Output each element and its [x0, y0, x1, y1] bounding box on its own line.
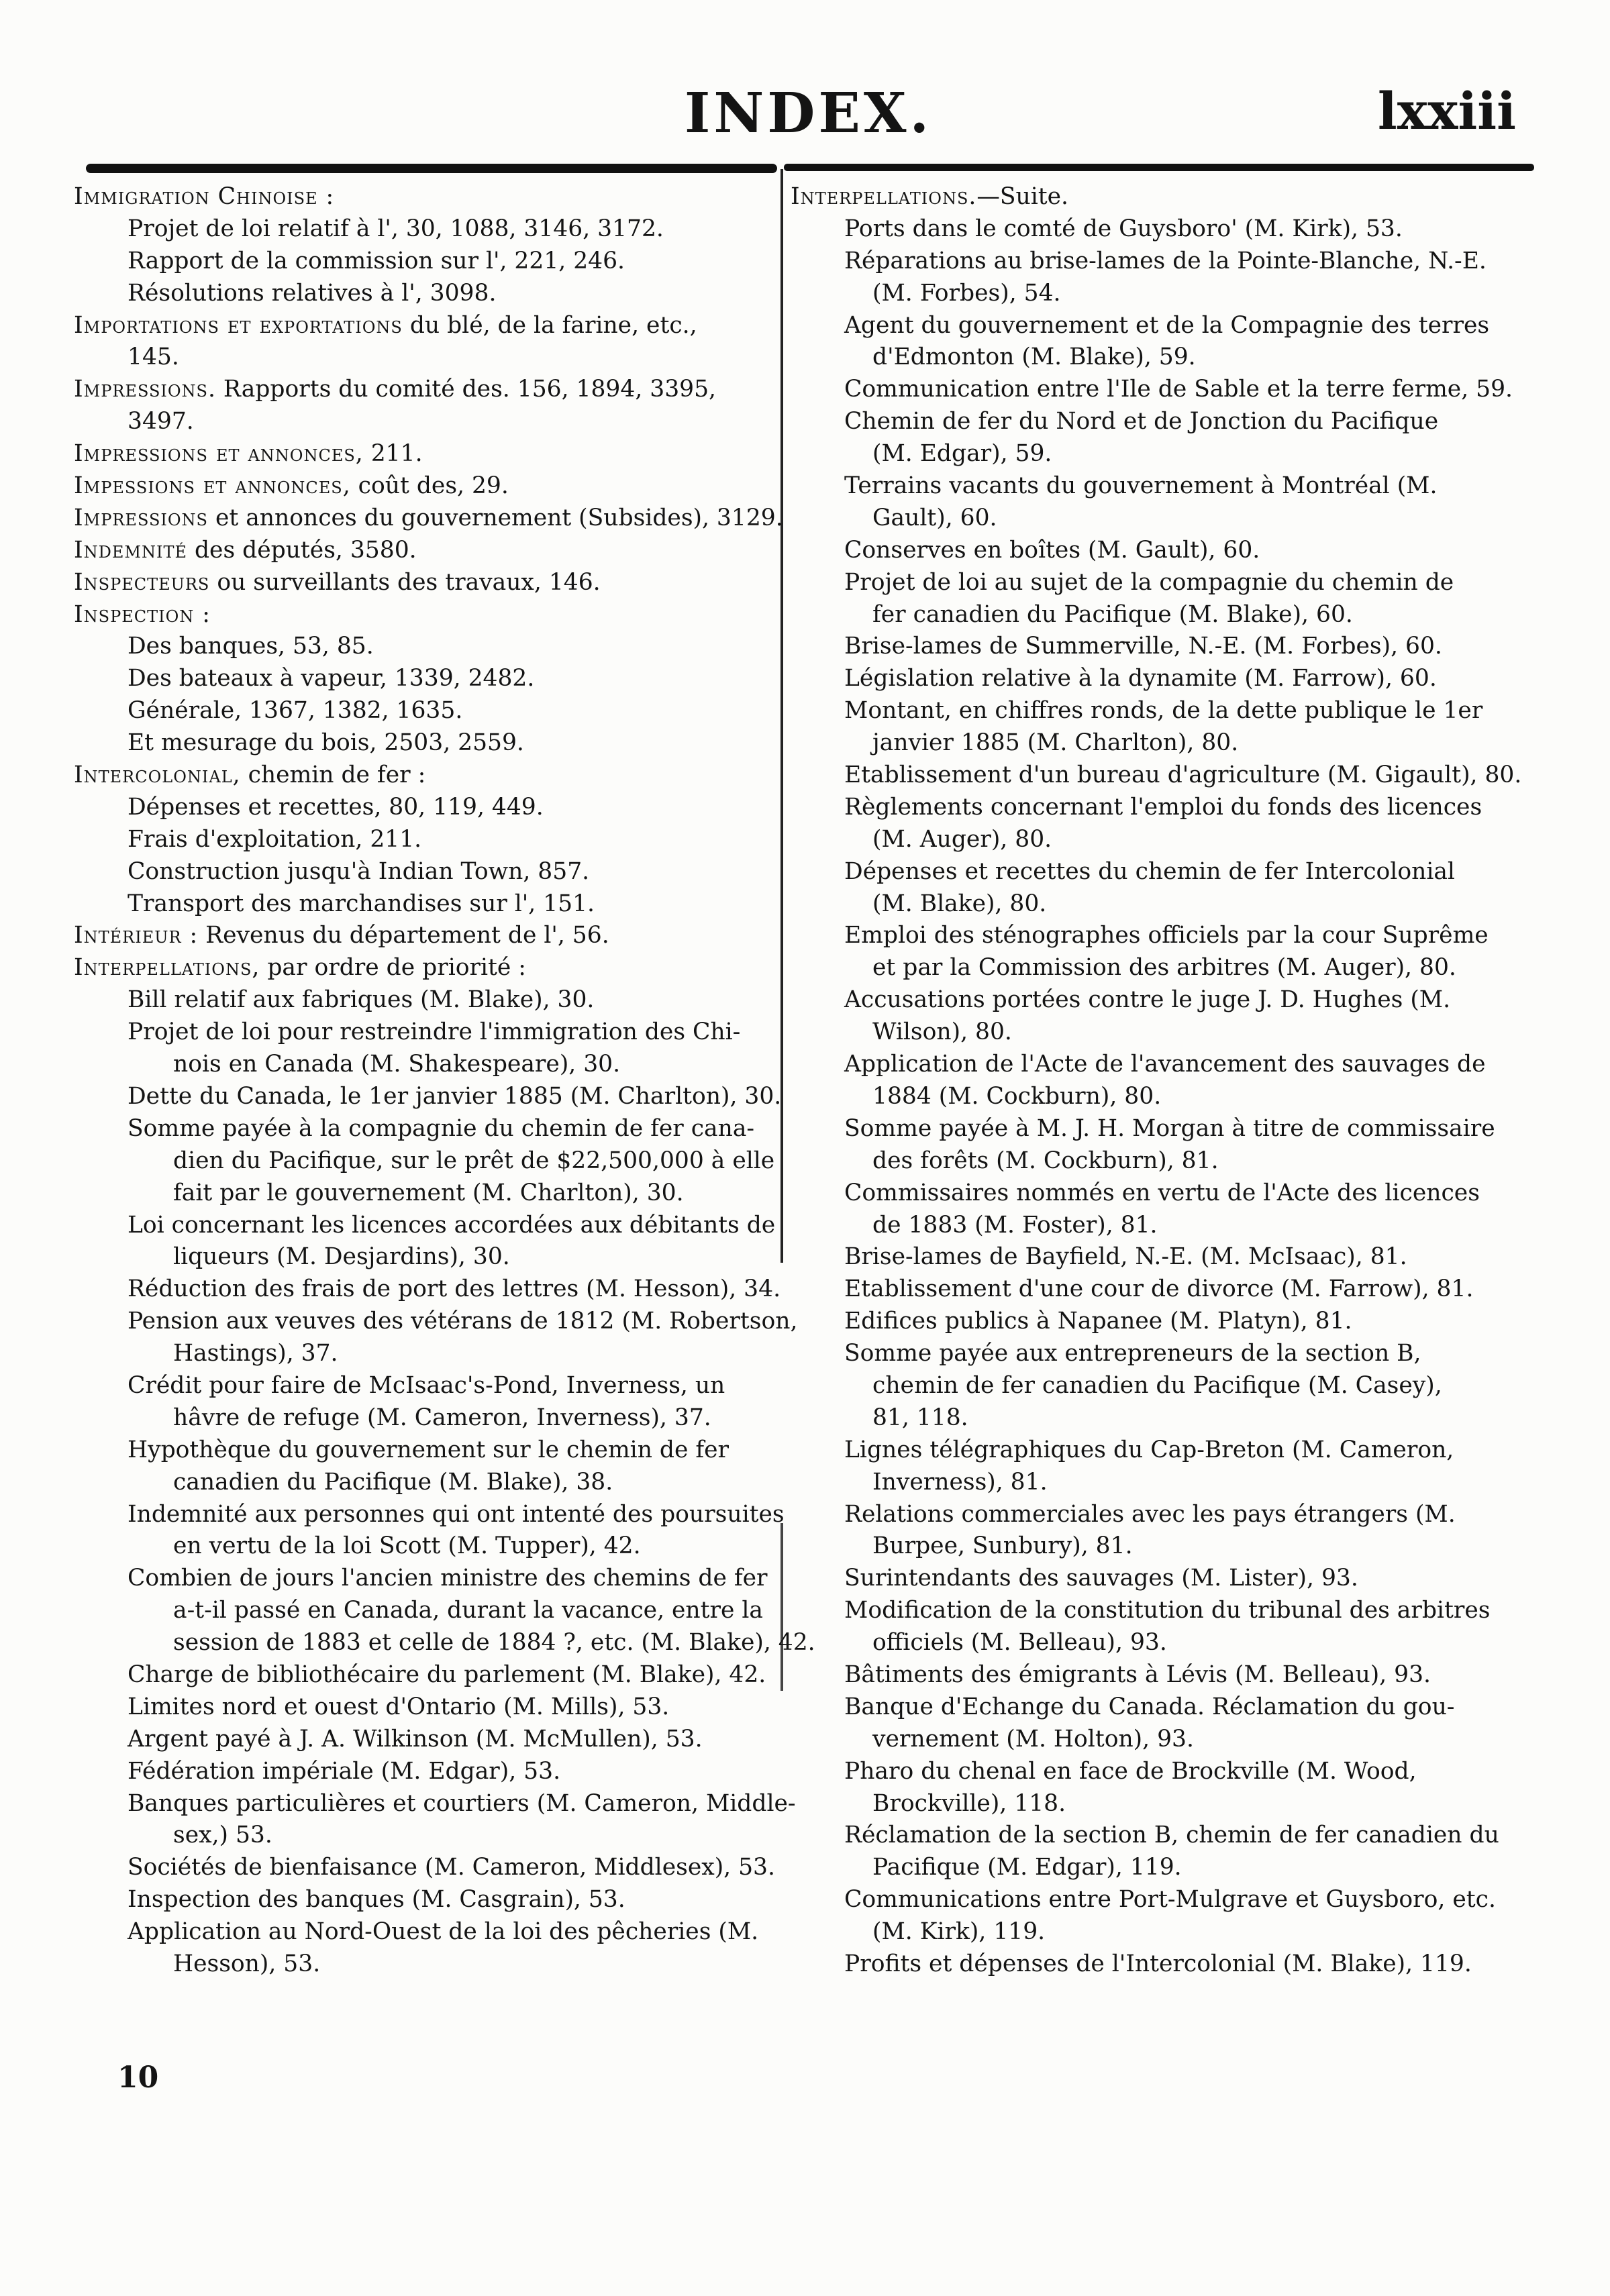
entry-text: Charge de bibliothécaire du parlement (M. Blake), 42.: [128, 1661, 766, 1688]
entry-text: nois en Canada (M. Shakespeare), 30.: [173, 1051, 621, 1078]
entry-text: Législation relative à la dynamite (M. Farrow), 60.: [844, 665, 1437, 692]
entry-text: du blé, de la farine, etc.,: [402, 311, 697, 339]
entry-text: Projet de loi au sujet de la compagnie du chemin de: [844, 568, 1454, 596]
index-entry-line: [791, 1756, 1506, 1788]
index-entry-line: [791, 1370, 1506, 1402]
entry-text: Revenus du département de l', 56.: [198, 922, 609, 949]
entry-text: chemin de fer canadien du Pacifique (M. Casey),: [872, 1371, 1442, 1399]
entry-text: Pharo du chenal en face de Brockville (M. Wood,: [844, 1757, 1417, 1785]
entry-text: Construction jusqu'à Indian Town, 857.: [128, 857, 590, 885]
index-entry-line: [74, 984, 772, 1016]
entry-text: 145.: [128, 344, 179, 371]
entry-text: Loi concernant les licences accordées aux débitants de: [128, 1211, 776, 1239]
index-entry-line: [74, 1659, 772, 1691]
header-rule-right: [784, 164, 1534, 171]
index-entry-line: [74, 374, 772, 406]
index-entry-line: [74, 1210, 776, 1242]
index-entry-line: [791, 663, 1506, 695]
entry-text: Dette du Canada, le 1er janvier 1885 (M. Charlton), 30.: [128, 1082, 782, 1110]
index-entry-line: [74, 920, 772, 952]
entry-text: Somme payée aux entrepreneurs de la section B,: [844, 1340, 1421, 1367]
index-entry-line: [74, 1178, 772, 1210]
entry-text: (M. Kirk), 119.: [872, 1918, 1046, 1946]
entry-text: Des banques, 53, 85.: [128, 633, 374, 660]
entry-text: Fédération impériale (M. Edgar), 53.: [128, 1757, 561, 1785]
index-entry-line: [74, 1402, 772, 1434]
entry-text: Combien de jours l'ancien ministre des chemins de fer: [128, 1565, 768, 1592]
index-entry-line: [791, 1724, 1506, 1756]
entry-text: janvier 1885 (M. Charlton), 80.: [872, 729, 1239, 757]
index-entry-line: [74, 438, 772, 470]
index-entry-line: [74, 824, 772, 856]
entry-text: Burpee, Sunbury), 81.: [872, 1532, 1133, 1560]
entry-text: et annonces du gouvernement (Subsides), 3129.: [208, 504, 783, 531]
entry-heading: Intérieur :: [74, 922, 199, 949]
header-rule-left: [86, 164, 777, 173]
entry-text: Emploi des sténographes officiels par la cour Suprême: [844, 922, 1489, 949]
index-entry-line: [74, 1016, 772, 1049]
index-entry-line: [74, 1948, 772, 1981]
index-entry-line: [791, 1948, 1506, 1981]
entry-text: Brise-lames de Summerville, N.-E. (M. Forbes), 60.: [844, 633, 1442, 660]
index-entry-line: [791, 1595, 1506, 1627]
entry-text: (M. Blake), 80.: [872, 890, 1047, 917]
entry-heading: Impressions: [74, 504, 208, 531]
entry-text: d'Edmonton (M. Blake), 59.: [872, 344, 1196, 371]
entry-text: Des bateaux à vapeur, 1339, 2482.: [128, 665, 535, 692]
entry-text: —Suite.: [976, 183, 1069, 210]
index-entry-line: [791, 888, 1506, 921]
index-entry-line: [74, 1467, 772, 1499]
entry-text: Crédit pour faire de McIsaac's-Pond, Inverness, un: [128, 1371, 725, 1399]
entry-text: Etablissement d'un bureau d'agriculture (M. Gigault), 80.: [844, 762, 1522, 789]
index-entry-line: [791, 1081, 1506, 1113]
index-entry-line: [791, 567, 1506, 599]
index-entry-line: [74, 1370, 772, 1402]
index-entry-line: [791, 1145, 1506, 1178]
index-entry-line: [791, 1659, 1506, 1691]
index-entry-line: [791, 1113, 1506, 1145]
entry-text: Indemnité aux personnes qui ont intenté des poursuites: [128, 1500, 785, 1528]
entry-text: Réclamation de la section B, chemin de fer canadien du: [844, 1822, 1499, 1849]
entry-text: fer canadien du Pacifique (M. Blake), 60.: [872, 601, 1353, 628]
index-entry-line: [791, 760, 1522, 792]
index-entry-line: [74, 1916, 772, 1948]
entry-text: Communications entre Port-Mulgrave et Guysboro, etc.: [844, 1886, 1496, 1914]
index-entry-line: [74, 631, 772, 663]
entry-text: sex,) 53.: [173, 1822, 272, 1849]
index-entry-line: [791, 920, 1506, 952]
index-column-right: [791, 181, 1522, 1981]
entry-text: Hypothèque du gouvernement sur le chemin de fer: [128, 1436, 729, 1463]
index-entry-line: [791, 278, 1506, 310]
index-entry-line: [74, 1820, 772, 1852]
entry-text: fait par le gouvernement (M. Charlton), 30.: [173, 1179, 684, 1206]
index-entry-line: [74, 181, 772, 213]
index-entry-line: [74, 406, 772, 438]
index-entry-line: [74, 760, 772, 792]
entry-text: a-t-il passé en Canada, durant la vacance, entre la: [173, 1597, 763, 1624]
entry-heading: Inspecteurs: [74, 568, 210, 596]
entry-heading: Impessions et annonces,: [74, 472, 351, 500]
entry-text: Rapport de la commission sur l', 221, 246.: [128, 247, 625, 274]
entry-text: Application de l'Acte de l'avancement des sauvages de: [844, 1051, 1486, 1078]
entry-text: de 1883 (M. Foster), 81.: [872, 1211, 1158, 1239]
index-entry-line: [74, 1273, 781, 1306]
index-entry-line: [791, 1467, 1506, 1499]
entry-text: Réduction des frais de port des lettres (M. Hesson), 34.: [128, 1275, 781, 1303]
entry-text: Rapports du comité des. 156, 1894, 3395,: [215, 376, 717, 403]
entry-text: 81, 118.: [872, 1404, 968, 1431]
index-entry-line: [791, 342, 1506, 374]
entry-heading: Immigration Chinoise :: [74, 183, 335, 210]
index-entry-line: [74, 1595, 772, 1627]
entry-text: Relations commerciales avec les pays étrangers (M.: [844, 1500, 1456, 1528]
index-entry-line: [74, 1434, 772, 1467]
entry-text: Dépenses et recettes, 80, 119, 449.: [128, 793, 544, 821]
index-entry-line: [74, 1145, 775, 1178]
entry-text: coût des, 29.: [350, 472, 509, 500]
index-entry-line: [74, 1756, 772, 1788]
entry-heading: Interpellations,: [74, 954, 260, 982]
signature-mark: 10: [117, 2060, 159, 2095]
entry-text: 3497.: [128, 408, 194, 435]
index-entry-line: [791, 1306, 1506, 1338]
index-entry-line: [74, 1049, 772, 1081]
index-entry-line: [791, 470, 1506, 503]
index-entry-line: [74, 535, 772, 567]
index-entry-line: [74, 952, 772, 984]
index-entry-line: [74, 1788, 796, 1820]
entry-text: hâvre de refuge (M. Cameron, Inverness), 37.: [173, 1404, 711, 1431]
index-entry-line: [74, 342, 772, 374]
index-entry-line: [791, 1916, 1506, 1948]
index-entry-line: [74, 1338, 772, 1370]
index-entry-line: [74, 888, 772, 921]
index-entry-line: [791, 213, 1506, 246]
entry-text: ou surveillants des travaux, 146.: [209, 568, 601, 596]
index-entry-line: [791, 984, 1506, 1016]
index-entry-line: [74, 1627, 815, 1659]
index-entry-line: [791, 406, 1506, 438]
index-entry-line: [791, 1820, 1506, 1852]
index-entry-line: [791, 1049, 1506, 1081]
entry-text: vernement (M. Holton), 93.: [872, 1725, 1194, 1753]
entry-text: Brise-lames de Bayfield, N.-E. (M. McIsaac), 81.: [844, 1243, 1407, 1271]
index-entry-line: [74, 213, 772, 246]
entry-text: Agent du gouvernement et de la Compagnie des terres: [844, 311, 1490, 339]
index-entry-line: [74, 1113, 772, 1145]
index-entry-line: [74, 599, 772, 631]
index-entry-line: [74, 278, 772, 310]
index-entry-line: [791, 1563, 1506, 1595]
index-entry-line: [791, 503, 1506, 535]
entry-text: Commissaires nommés en vertu de l'Acte des licences: [844, 1179, 1480, 1206]
index-entry-line: [791, 374, 1513, 406]
index-entry-line: [791, 1016, 1506, 1049]
index-entry-line: [74, 1306, 798, 1338]
index-entry-line: [791, 1434, 1506, 1467]
entry-text: Et mesurage du bois, 2503, 2559.: [128, 729, 524, 757]
page-number: lxxiii: [1377, 81, 1516, 141]
index-entry-line: [74, 856, 772, 888]
entry-heading: Impressions.: [74, 376, 216, 403]
entry-text: Limites nord et ouest d'Ontario (M. Mills), 53.: [128, 1693, 670, 1720]
index-entry-line: [791, 1884, 1506, 1916]
entry-text: Profits et dépenses de l'Intercolonial (M. Blake), 119.: [844, 1950, 1472, 1977]
entry-text: Dépenses et recettes du chemin de fer Intercolonial: [844, 857, 1455, 885]
entry-heading: Intercolonial,: [74, 762, 241, 789]
entry-text: Pacifique (M. Edgar), 119.: [872, 1854, 1182, 1881]
index-entry-line: [791, 1499, 1506, 1531]
entry-text: Surintendants des sauvages (M. Lister), 93.: [844, 1565, 1358, 1592]
entry-text: Hastings), 37.: [173, 1340, 338, 1367]
index-entry-line: [791, 1852, 1506, 1884]
page-title: INDEX.: [685, 81, 933, 146]
index-entry-line: [791, 1178, 1506, 1210]
entry-text: (M. Forbes), 54.: [872, 279, 1061, 307]
index-entry-line: [791, 535, 1506, 567]
index-entry-line: [74, 1884, 772, 1916]
index-entry-line: [74, 1081, 782, 1113]
entry-text: et par la Commission des arbitres (M. Auger), 80.: [872, 954, 1456, 982]
index-entry-line: [74, 1563, 772, 1595]
index-entry-line: [791, 246, 1506, 278]
entry-text: des forêts (M. Cockburn), 81.: [872, 1147, 1219, 1174]
entry-text: Règlements concernant l'emploi du fonds des licences: [844, 793, 1482, 821]
index-entry-line: [791, 1788, 1506, 1820]
entry-text: Réparations au brise-lames de la Pointe-Blanche, N.-E.: [844, 247, 1487, 274]
entry-text: liqueurs (M. Desjardins), 30.: [173, 1243, 510, 1271]
entry-text: Pension aux veuves des vétérans de 1812 (M. Robertson,: [128, 1308, 798, 1335]
entry-text: Wilson), 80.: [872, 1019, 1012, 1046]
entry-text: Hesson), 53.: [173, 1950, 321, 1977]
index-entry-line: [791, 727, 1506, 760]
entry-text: Bâtiments des émigrants à Lévis (M. Belleau), 93.: [844, 1661, 1431, 1688]
entry-text: Résolutions relatives à l', 3098.: [128, 279, 497, 307]
entry-text: session de 1883 et celle de 1884 ?, etc. (M. Blake), 42.: [173, 1629, 815, 1657]
index-entry-line: [74, 246, 772, 278]
entry-text: Conserves en boîtes (M. Gault), 60.: [844, 536, 1260, 564]
entry-text: officiels (M. Belleau), 93.: [872, 1629, 1167, 1657]
index-entry-line: [74, 727, 772, 760]
entry-text: Montant, en chiffres ronds, de la dette publique le 1er: [844, 697, 1483, 725]
entry-text: Projet de loi relatif à l', 30, 1088, 3146, 3172.: [128, 215, 664, 242]
entry-text: en vertu de la loi Scott (M. Tupper), 42.: [173, 1532, 641, 1560]
entry-text: Frais d'exploitation, 211.: [128, 825, 422, 853]
index-entry-line: [791, 1273, 1506, 1306]
index-entry-line: [791, 1338, 1506, 1370]
index-entry-line: [791, 952, 1506, 984]
entry-text: Lignes télégraphiques du Cap-Breton (M. Cameron,: [844, 1436, 1454, 1463]
entry-text: Ports dans le comté de Guysboro' (M. Kirk), 53.: [844, 215, 1403, 242]
index-entry-line: [791, 1530, 1506, 1563]
entry-heading: Interpellations.: [791, 183, 977, 210]
entry-heading: Inspection :: [74, 601, 211, 628]
entry-text: Sociétés de bienfaisance (M. Cameron, Middlesex), 53.: [128, 1854, 775, 1881]
entry-text: (M. Auger), 80.: [872, 825, 1052, 853]
index-entry-line: [791, 792, 1506, 824]
index-entry-line: [791, 438, 1506, 470]
entry-text: 1884 (M. Cockburn), 80.: [872, 1082, 1162, 1110]
index-entry-line: [791, 824, 1506, 856]
entry-text: dien du Pacifique, sur le prêt de $22,500,000 à elle: [173, 1147, 775, 1174]
entry-text: Etablissement d'une cour de divorce (M. Farrow), 81.: [844, 1275, 1474, 1303]
entry-text: des députés, 3580.: [187, 536, 417, 564]
entry-text: Accusations portées contre le juge J. D. Hughes (M.: [844, 986, 1451, 1014]
index-entry-line: [74, 792, 772, 824]
entry-text: Générale, 1367, 1382, 1635.: [128, 697, 463, 725]
index-entry-line: [791, 1402, 1506, 1434]
index-entry-line: [791, 1241, 1506, 1273]
entry-text: Transport des marchandises sur l', 151.: [128, 890, 595, 917]
index-entry-line: [74, 1852, 775, 1884]
entry-text: (M. Edgar), 59.: [872, 440, 1052, 468]
index-entry-line: [791, 856, 1506, 888]
index-entry-line: [74, 1499, 785, 1531]
entry-text: Banques particulières et courtiers (M. Cameron, Middle-: [128, 1789, 796, 1817]
entry-text: Modification de la constitution du tribunal des arbitres: [844, 1597, 1491, 1624]
entry-text: Brockville), 118.: [872, 1789, 1066, 1817]
entry-heading: Indemnité: [74, 536, 187, 564]
index-entry-line: [74, 503, 783, 535]
entry-text: chemin de fer :: [240, 762, 426, 789]
index-entry-line: [791, 181, 1506, 213]
entry-text: canadien du Pacifique (M. Blake), 38.: [173, 1468, 613, 1496]
index-entry-line: [74, 1530, 772, 1563]
index-column-left: [74, 181, 815, 1981]
index-entry-line: [791, 631, 1506, 663]
entry-text: Inspection des banques (M. Casgrain), 53.: [128, 1886, 625, 1914]
index-entry-line: [74, 1241, 772, 1273]
index-entry-line: [74, 695, 772, 727]
entry-text: Terrains vacants du gouvernement à Montréal (M.: [844, 472, 1438, 500]
index-entry-line: [791, 1691, 1506, 1724]
entry-text: Communication entre l'Ile de Sable et la terre ferme, 59.: [844, 376, 1513, 403]
index-entry-line: [74, 567, 772, 599]
index-entry-line: [791, 1627, 1506, 1659]
entry-text: 211.: [363, 440, 423, 468]
column-divider-lower: [781, 1523, 783, 1691]
entry-text: par ordre de priorité :: [260, 954, 526, 982]
entry-text: Bill relatif aux fabriques (M. Blake), 30.: [128, 986, 595, 1014]
entry-text: Gault), 60.: [872, 504, 997, 531]
entry-text: Somme payée à M. J. H. Morgan à titre de commissaire: [844, 1114, 1495, 1142]
index-entry-line: [74, 663, 772, 695]
index-entry-line: [791, 310, 1506, 342]
index-entry-line: [74, 1724, 772, 1756]
entry-text: Edifices publics à Napanee (M. Platyn), 81.: [844, 1308, 1352, 1335]
index-entry-line: [74, 470, 772, 503]
entry-text: Somme payée à la compagnie du chemin de fer cana-: [128, 1114, 755, 1142]
entry-text: Chemin de fer du Nord et de Jonction du Pacifique: [844, 408, 1439, 435]
index-entry-line: [791, 599, 1506, 631]
index-entry-line: [74, 1691, 772, 1724]
entry-text: Projet de loi pour restreindre l'immigration des Chi-: [128, 1019, 741, 1046]
entry-text: Argent payé à J. A. Wilkinson (M. McMullen), 53.: [128, 1725, 703, 1753]
index-entry-line: [74, 310, 772, 342]
entry-heading: Importations et exportations: [74, 311, 403, 339]
index-entry-line: [791, 695, 1506, 727]
entry-text: Banque d'Echange du Canada. Réclamation du gou-: [844, 1693, 1455, 1720]
entry-heading: Impressions et annonces,: [74, 440, 364, 468]
entry-text: Application au Nord-Ouest de la loi des pêcheries (M.: [128, 1918, 759, 1946]
entry-text: Inverness), 81.: [872, 1468, 1048, 1496]
index-entry-line: [791, 1210, 1506, 1242]
